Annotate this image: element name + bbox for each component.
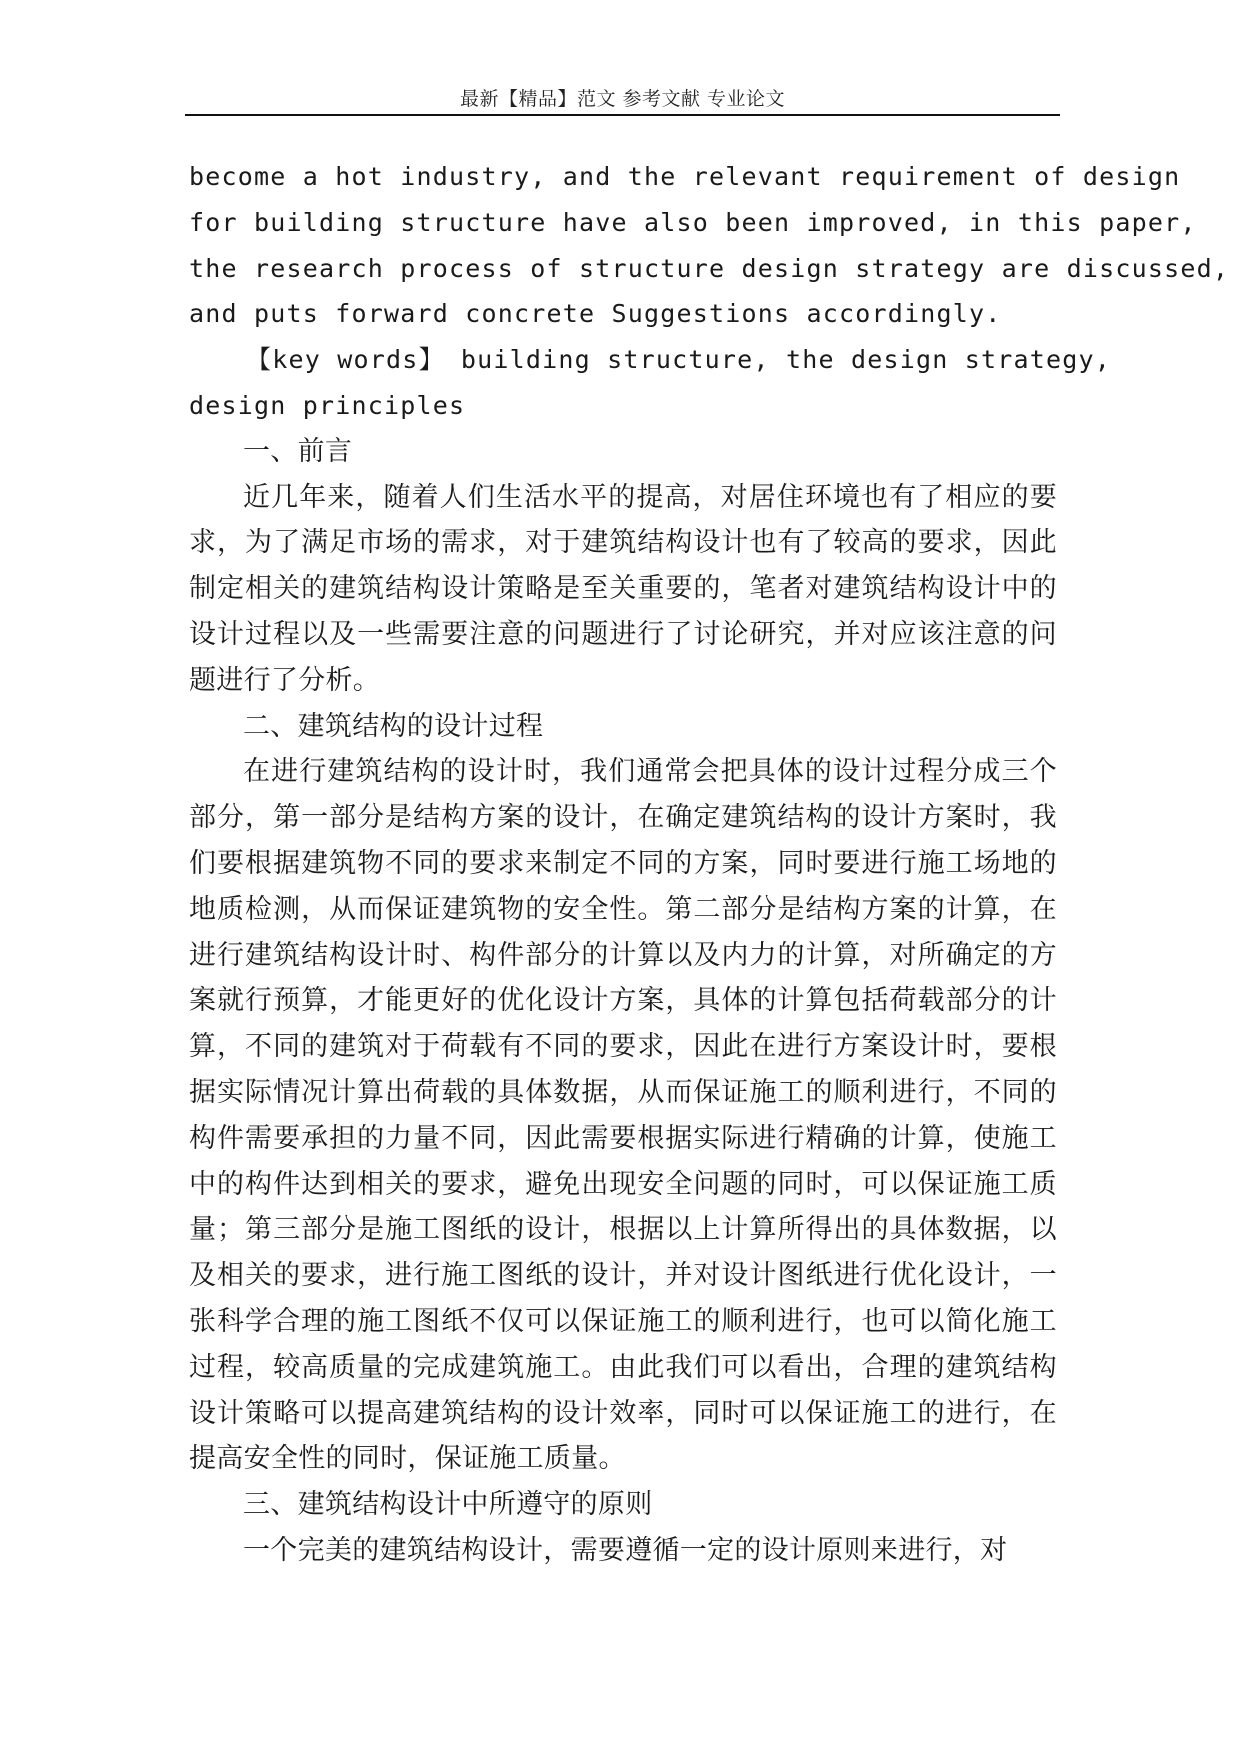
section-paragraph-design-process: 在进行建筑结构的设计时，我们通常会把具体的设计过程分成三个部分，第一部分是结构方案的设计，在确定建筑结构的设计方案时，我们要根据建筑物不同的要求来制定不同的方案，同时要进行施工场地的地质检测，从而保证建筑物的安全性。第二部分是结构方案的计算，在进行建筑结构设计时、构件部分的计算以及内力的计算，对所确定的方案就行预算，才能更好的优化设计方案，具体的计算包括荷载部分的计算，不同的建筑对于荷载有不同的要求，因此在进行方案设计时，要根据实际情况计算出荷载的具体数据，从而保证施工的顺利进行，不同的构件需要承担的力量不同，因此需要根据实际进行精确的计算，使施工中的构件达到相关的要求，避免出现安全问题的同时，可以保证施工质量；第三部分是施工图纸的设计，根据以上计算所得出的具体数据，以及相关的要求，进行施工图纸的设计，并对设计图纸进行优化设计，一张科学合理的施工图纸不仅可以保证施工的顺利进行，也可以简化施工过程，较高质量的完成建筑施工。由此我们可以看出，合理的建筑结构设计策略可以提高建筑结构的设计效率，同时可以保证施工的进行，在提高安全性的同时，保证施工质量。 <box>189 756 1057 1475</box>
section-paragraph-principles: 一个完美的建筑结构设计，需要遵循一定的设计原则来进行，对 <box>243 1534 1008 1566</box>
abstract-line: for building structure have also been improved, in this paper, <box>189 207 1197 237</box>
header-rule <box>185 114 1060 116</box>
keywords-line: design principles <box>189 390 466 420</box>
abstract-line: become a hot industry, and the relevant requirement of design <box>189 162 1181 191</box>
abstract-line: and puts forward concrete Suggestions accordingly. <box>189 299 1002 329</box>
abstract-line: the research process of structure design strategy are discussed, <box>189 253 1230 283</box>
keywords-line: 【key words】 building structure, the design strategy, <box>246 345 1111 375</box>
section-heading-design-process: 二、建筑结构的设计过程 <box>243 710 544 742</box>
section-paragraph-preface: 近几年来，随着人们生活水平的提高，对居住环境也有了相应的要求，为了满足市场的需求，对于建筑结构设计也有了较高的要求，因此制定相关的建筑结构设计策略是至关重要的，笔者对建筑结构设计中的设计过程以及一些需要注意的问题进行了讨论研究，并对应该注意的问题进行了分析。 <box>189 481 1057 696</box>
section-heading-preface: 一、前言 <box>243 435 353 467</box>
abstract-english <box>189 154 1230 429</box>
section-heading-principles: 三、建筑结构设计中所遵守的原则 <box>243 1489 653 1521</box>
document-body <box>189 154 1230 1574</box>
page-header: 最新【精品】范文 参考文献 专业论文 <box>459 88 786 110</box>
